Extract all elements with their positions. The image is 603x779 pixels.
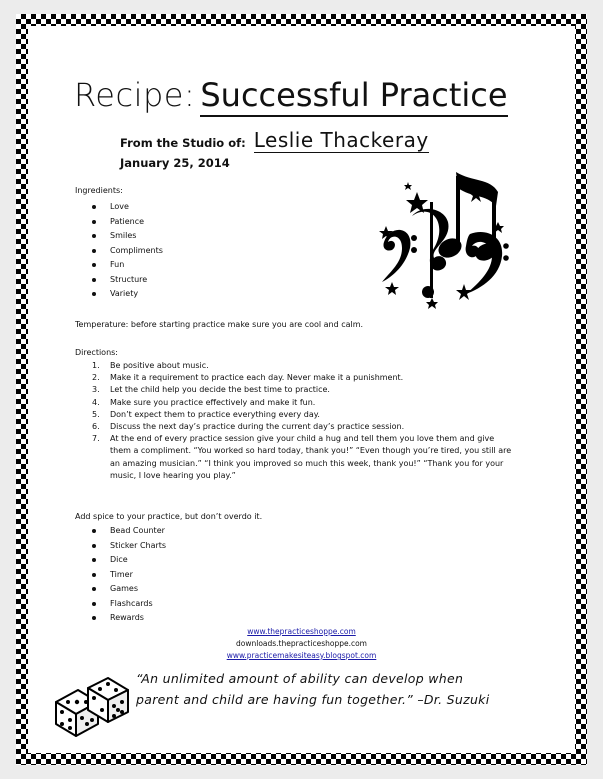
list-item: Timer: [92, 568, 166, 583]
music-notes-icon: [372, 172, 512, 312]
list-item: 6. Discuss the next day’s practice during the current day’s practice session.: [92, 422, 405, 432]
page-title: [74, 76, 508, 126]
list-item: Variety: [92, 287, 163, 302]
spice-label: Add spice to your practice, but don’t overdo it.: [75, 512, 263, 521]
studio-label: From the Studio of:: [120, 136, 246, 150]
list-item: Fun: [92, 258, 163, 273]
studio-name: Leslie Thackeray: [253, 128, 429, 152]
list-item: Flashcards: [92, 597, 166, 612]
directions-label: Directions:: [75, 348, 119, 357]
list-item: Rewards: [92, 611, 166, 626]
list-item: 2. Make it a requirement to practice each day. Never make it a punishment.: [92, 373, 404, 383]
list-item: Games: [92, 582, 166, 597]
temperature-text: Temperature: before starting practice make sure you are cool and calm.: [75, 320, 364, 329]
list-item: Dice: [92, 553, 166, 568]
directions-list: [92, 360, 512, 482]
studio-line: [120, 128, 429, 152]
ingredients-list: [92, 200, 163, 302]
list-item: 5. Don’t expect them to practice everything every day.: [92, 409, 320, 419]
links-block: [0, 626, 603, 662]
list-item: Patience: [92, 215, 163, 230]
list-item: Love: [92, 200, 163, 215]
list-item: Structure: [92, 273, 163, 288]
list-item: 7. At the end of every practice session give your child a hug and tell them you love them and give them a compliment. “You worked so hard today, thank you!” “Even though you’re tired, you still are an amazing musician.” “I think you improved so much this week, thank you!” “Thank you for your music, I love hearing you play.”: [92, 434, 512, 480]
list-item: 3. Let the child help you decide the best time to practice.: [92, 385, 330, 395]
title-main: Successful Practice: [200, 76, 507, 117]
document-date: January 25, 2014: [120, 156, 230, 170]
list-item: Bead Counter: [92, 524, 166, 539]
list-item: Compliments: [92, 244, 163, 259]
dice-icon: [52, 672, 134, 742]
link-downloads: downloads.thepracticeshoppe.com: [236, 639, 367, 648]
ingredients-label: Ingredients:: [75, 186, 123, 195]
suzuki-quote: [136, 668, 556, 710]
list-item: 1. Be positive about music.: [92, 361, 209, 370]
list-item: Smiles: [92, 229, 163, 244]
list-item: Sticker Charts: [92, 539, 166, 554]
title-prefix: Recipe:: [74, 76, 196, 114]
list-item: 4. Make sure you practice effectively and make it fun.: [92, 397, 316, 407]
quote-line-2: parent and child are having fun together.” –Dr. Suzuki: [136, 692, 490, 707]
quote-line-1: “An unlimited amount of ability can develop when: [136, 671, 464, 686]
link-thepracticeshoppe[interactable]: www.thepracticeshoppe.com: [247, 627, 356, 636]
spice-list: [92, 524, 166, 626]
link-blogspot[interactable]: www.practicemakesiteasy.blogspot.com: [226, 651, 377, 660]
